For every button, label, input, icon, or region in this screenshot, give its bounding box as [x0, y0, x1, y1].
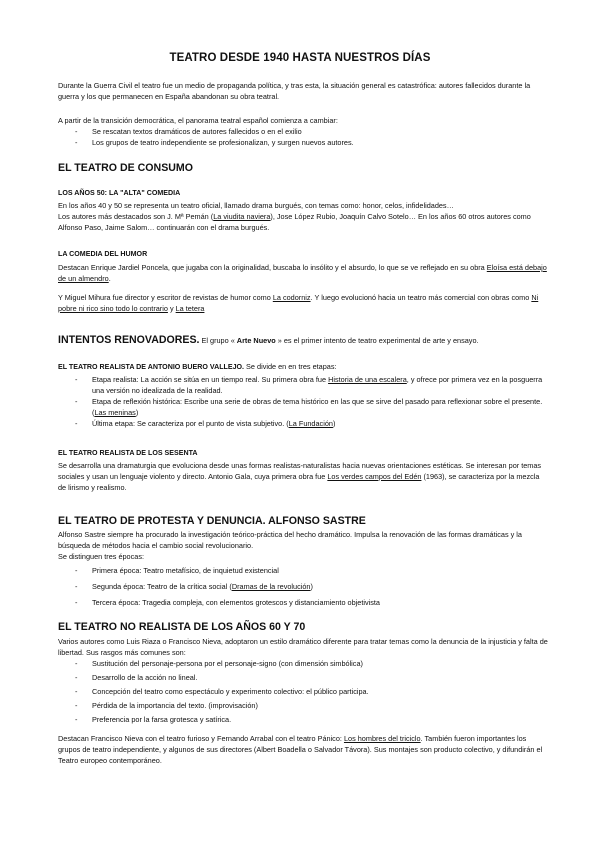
work-title: La viudita naviera — [213, 212, 271, 221]
norealista-final-paragraph: Destacan Francisco Nieva con el teatro furioso y Fernando Arrabal con el teatro Pánico: Los hombres del triciclo. También fueron importantes los grupos de teatro independiente, y algunos de sus directores (Albert Boadella o Salvador Távora). Sus montajes son producto colectivo, y difundirán el Teatro europeo contemporáneo. — [58, 734, 543, 765]
list-item: - Segunda época: Teatro de la crítica social (Dramas de la revolución) — [72, 581, 548, 592]
work-title: La Fundación — [288, 419, 333, 428]
work-title: Eloísa está debajo de un almendro — [58, 263, 547, 283]
page-title: TEATRO DESDE 1940 HASTA NUESTROS DÍAS — [169, 52, 431, 64]
list-item: - Se rescatan textos dramáticos de autores fallecidos o en el exilio — [72, 126, 548, 137]
list-item: - Concepción del teatro como espectáculo y experimento colectivo: el público participa. — [72, 686, 548, 697]
work-title: Ni pobre ni rico sino todo lo contrario — [58, 293, 539, 313]
humor-paragraph-1: Destacan Enrique Jardiel Poncela, que jugaba con la originalidad, buscaba lo insólito y el absurdo, lo que se ve reflejado en su obra Eloísa está debajo de un almendro. — [58, 263, 547, 283]
humor-paragraph-2: Y Miguel Mihura fue director y escritor de revistas de humor como La codorniz. Y luego evolucionó hacia un teatro más comercial con obras como Ni pobre ni rico sino todo lo contrario y La tetera — [58, 293, 539, 313]
anos50-paragraph-1: En los años 40 y 50 se representa un teatro oficial, llamado drama burgués, con temas como: honor, celos, infidelidades… — [58, 201, 454, 210]
renovadores-intro: El grupo « Arte Nuevo » es el primer intento de teatro experimental de arte y ensayo. — [199, 336, 479, 345]
list-item: - Sustitución del personaje-persona por el personaje-signo (con dimensión simbólica) — [72, 658, 548, 669]
protesta-lead: Se distinguen tres épocas: — [58, 552, 144, 561]
transition-list — [72, 126, 548, 148]
section-heading-norealista: EL TEATRO NO REALISTA DE LOS AÑOS 60 Y 70 — [58, 621, 306, 633]
list-item: - Tercera época: Tragedia compleja, con elementos grotescos y distanciamiento objetivista — [72, 597, 548, 608]
sastre-epochs-list — [72, 565, 548, 608]
list-item: - Etapa de reflexión histórica: Escribe una serie de obras de tema histórico en las que se sirve del pasado para reflexionar sobre el presente. (Las meninas) — [72, 396, 548, 418]
subheading-sesenta: EL TEATRO REALISTA DE LOS SESENTA — [58, 449, 198, 457]
subheading-humor: LA COMEDIA DEL HUMOR — [58, 250, 148, 258]
section-heading-protesta: EL TEATRO DE PROTESTA Y DENUNCIA. ALFONSO SASTRE — [58, 515, 366, 527]
subheading-anos50: LOS AÑOS 50: LA "ALTA" COMEDIA — [58, 189, 181, 197]
work-title: La codorniz — [272, 293, 311, 302]
subheading-buero: EL TEATRO REALISTA DE ANTONIO BUERO VALLEJO. Se divide en en tres etapas: — [58, 362, 337, 371]
work-title: Los verdes campos del Edén — [327, 472, 422, 481]
list-item: - Los grupos de teatro independiente se profesionalizan, y surgen nuevos autores. — [72, 137, 548, 148]
norealista-traits-list — [72, 658, 548, 725]
list-item: - Etapa realista: La acción se sitúa en un tiempo real. Su primera obra fue Historia de una escalera, y ofrece por primera vez en la posguerra una versión no idealizada de la realidad. — [72, 374, 548, 396]
sesenta-paragraph: Se desarrolla una dramaturgia que evoluciona desde unas formas realistas-naturalistas hacia nuevas orientaciones estéticas. Se interesan por temas sociales y usan un lenguaje violento y directo. Antonio Gala, cuya primera obra fue Los verdes campos del Edén (1963), se caracteriza por la mezcla de lirismo y realismo. — [58, 461, 542, 492]
list-item: - Desarrollo de la acción no lineal. — [72, 672, 548, 683]
norealista-paragraph: Varios autores como Luis Riaza o Francisco Nieva, adoptaron un estilo dramático diferente para tratar temas como la denuncia de la injusticia y falta de libertad. Sus rasgos más comunes son: — [58, 637, 548, 657]
intro-paragraph: Durante la Guerra Civil el teatro fue un medio de propaganda política, y tras esta, la situación general es catastrófica: autores fallecidos durante la guerra y los que permanecen en España abandonan su obra teatral. — [58, 81, 531, 101]
buero-stages-list — [72, 374, 548, 429]
work-title: Las meninas — [94, 408, 136, 417]
work-title: Dramas de la revolución — [231, 582, 311, 591]
list-item: - Primera época: Teatro metafísico, de inquietud existencial — [72, 565, 548, 576]
list-item: - Pérdida de la importancia del texto. (improvisación) — [72, 700, 548, 711]
list-item: - Última etapa: Se caracteriza por el punto de vista subjetivo. (La Fundación) — [72, 418, 548, 429]
anos50-paragraph-2: Los autores más destacados son J. Mª Pemán (La viudita naviera), Jose López Rubio, Joaquín Calvo Sotelo… En los años 60 otros autores como Alfonso Paso, Jaime Salom… continuarán con el drama burgués. — [58, 212, 531, 232]
work-title: Historia de una escalera — [328, 375, 407, 384]
protesta-paragraph: Alfonso Sastre siempre ha procurado la investigación teórico-práctica del hecho dramático. Impulsa la renovación de las formas dramáticas y la búsqueda de métodos hacia el cambio social revolucionario. — [58, 530, 522, 550]
list-item: - Preferencia por la farsa grotesca y satírica. — [72, 714, 548, 725]
work-title: La tetera — [175, 304, 205, 313]
section-heading-consumo: EL TEATRO DE CONSUMO — [58, 162, 193, 174]
work-title: Los hombres del triciclo — [343, 734, 421, 743]
transition-lead: A partir de la transición democrática, el panorama teatral español comienza a cambiar: — [58, 116, 338, 125]
section-heading-renovadores: INTENTOS RENOVADORES. El grupo « Arte Nuevo » es el primer intento de teatro experimental de arte y ensayo. — [58, 334, 479, 346]
